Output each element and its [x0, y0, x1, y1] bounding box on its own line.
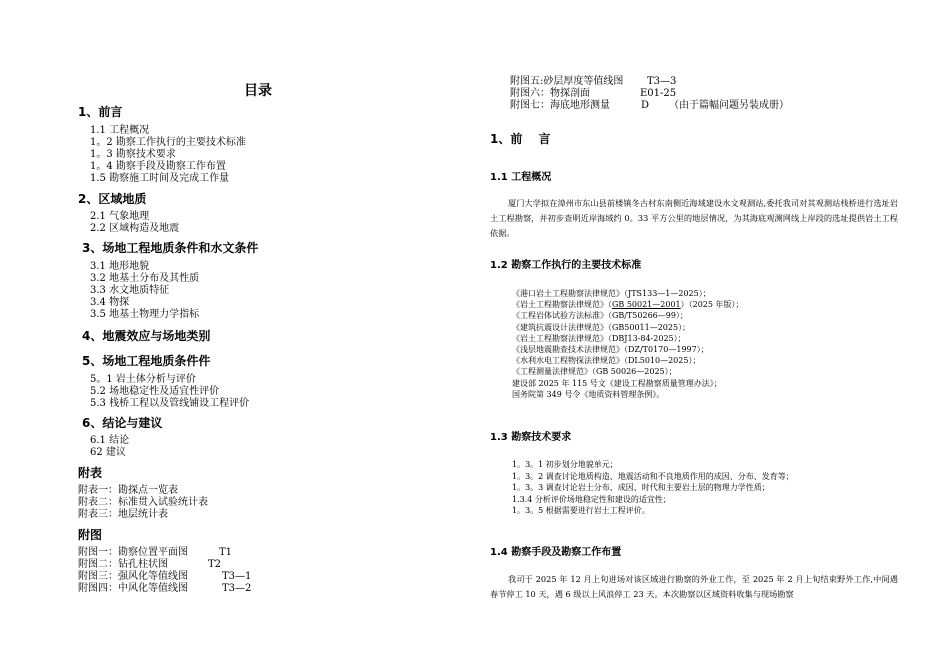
- standard-code: GB 50021—2001: [612, 300, 681, 309]
- standard-line: 《港口岩土工程勘察法律规范》（JTS133—1—2025）；: [512, 289, 711, 298]
- toc-item-1-3[interactable]: 1。3 勘察技术要求: [90, 149, 176, 160]
- standard-line: 《工程岩体试验方法标准》（GB/T50266—99）；: [512, 311, 688, 320]
- section-title: 1、前 言: [490, 132, 551, 146]
- heading-1-1: 1.1 工程概况: [490, 172, 552, 183]
- heading-1-3: 1.3 勘察技术要求: [490, 432, 572, 443]
- figure-code: T3—3: [647, 76, 677, 87]
- toc-appendix-tables-title[interactable]: 附表: [78, 466, 103, 480]
- standard-line: 《工程测量法律规范》（GB 50026—2025）；: [512, 367, 677, 376]
- figure-code: T2: [208, 559, 222, 570]
- toc-item-6-2[interactable]: 62 建议: [90, 447, 126, 458]
- requirement-line: 1。3。2 调查讨论地质构造、地震活动和不良地质作用的成因、分布、发育等；: [512, 472, 794, 481]
- figure-label: 附图三：强风化等值线图: [78, 571, 188, 582]
- toc-title: 目录: [244, 83, 272, 99]
- toc-item-1-4[interactable]: 1。4 勘察手段及勘察工作布置: [90, 161, 226, 172]
- toc-item-3-4[interactable]: 3.4 物探: [90, 297, 130, 308]
- toc-item-3-2[interactable]: 3.2 地基土分布及其性质: [90, 273, 200, 284]
- toc-item-2-2[interactable]: 2.2 区域构造及地震: [90, 223, 180, 234]
- toc-section-5[interactable]: 5、场地工程地质条件件: [82, 354, 211, 368]
- standard-line: 《建筑抗震设计法律规范》（GB50011—2025）；: [512, 323, 691, 332]
- standard-line: 《水利水电工程物探法律规范》（DL5010—2025）；: [512, 356, 701, 365]
- paragraph-1-4: 我司于 2025 年 12 月上旬进场对该区域进行勘察的外业工作，至 2025 年 2 月上旬结束野外工作,中间遇春节停工 10 天，遇 6 级以上风浪停工 23 天。本次勘察以区域资料收集与现场勘察: [490, 574, 898, 599]
- toc-item-3-1[interactable]: 3.1 地形地貌: [90, 261, 150, 272]
- figure-label: 附图七：海底地形测量: [510, 100, 610, 111]
- figure-label: 附图六：物探剖面: [510, 88, 590, 99]
- toc-item-3-5[interactable]: 3.5 地基土物理力学指标: [90, 309, 200, 320]
- toc-item-1-2[interactable]: 1。2 勘察工作执行的主要技术标准: [90, 137, 246, 148]
- toc-appendix-figure-4[interactable]: [78, 583, 252, 595]
- heading-1-4: 1.4 勘察手段及勘察工作布置: [490, 547, 622, 558]
- toc-appendix-table-1[interactable]: 附表一：勘探点一览表: [78, 485, 178, 496]
- standard-line-2: 《岩土工程勘察法律规范》（GB 50021—2001）（2025 年版）；: [512, 300, 744, 309]
- toc-item-1-1[interactable]: 1.1 工程概况: [90, 125, 150, 136]
- toc-section-1[interactable]: 1、前言: [78, 105, 123, 119]
- toc-section-4[interactable]: 4、地震效应与场地类别: [82, 329, 211, 343]
- heading-1-2: 1.2 勘察工作执行的主要技术标准: [490, 260, 642, 271]
- toc-item-5-1[interactable]: 5。1 岩土体分析与评价: [90, 374, 196, 385]
- appendix-figure-5[interactable]: [510, 76, 677, 88]
- toc-item-1-5[interactable]: 1.5 勘察施工时间及完成工作量: [90, 173, 230, 184]
- toc-section-6[interactable]: 6、结论与建议: [82, 416, 163, 430]
- toc-section-3[interactable]: 3、场地工程地质条件和水文条件: [82, 241, 259, 255]
- toc-item-5-2[interactable]: 5.2 场地稳定性及适宜性评价: [90, 386, 220, 397]
- toc-item-5-3[interactable]: 5.3 栈桥工程以及管线铺设工程评价: [90, 398, 250, 409]
- figure-label: 附图一：勘察位置平面图: [78, 547, 188, 558]
- toc-item-6-1[interactable]: 6.1 结论: [90, 435, 130, 446]
- toc-appendix-figures-title[interactable]: 附图: [78, 528, 103, 542]
- toc-appendix-figure-1[interactable]: [78, 547, 233, 559]
- figure-note: （由于篇幅问题另装成册）: [669, 100, 789, 111]
- requirement-line: 1。3。1 初步划分地貌单元；: [512, 460, 618, 469]
- toc-appendix-figure-3[interactable]: [78, 571, 252, 583]
- figure-code: D: [641, 100, 650, 111]
- figure-label: 附图五:砂层厚度等值线图: [510, 76, 624, 87]
- toc-item-2-1[interactable]: 2.1 气象地理: [90, 211, 150, 222]
- figure-code: T3—1: [222, 571, 252, 582]
- standard-line: 《浅层地震勘查技术法律规范》（DZ/T0170—1997）；: [512, 345, 709, 354]
- requirement-line: 1.3.4 分析评价场地稳定性和建设的适宜性；: [512, 495, 671, 504]
- toc-section-2[interactable]: 2、区域地质: [78, 192, 147, 206]
- requirement-line: 1。3。5 根据需要进行岩土工程评价。: [512, 506, 650, 515]
- toc-item-3-3[interactable]: 3.3 水文地质特征: [90, 285, 170, 296]
- figure-code: T3—2: [222, 583, 252, 594]
- appendix-figure-6[interactable]: [510, 88, 677, 100]
- appendix-figure-7[interactable]: [510, 100, 789, 112]
- figure-label: 附图二：钻孔柱状图: [78, 559, 168, 570]
- figure-code: T1: [219, 547, 233, 558]
- toc-appendix-table-3[interactable]: 附表三：地层统计表: [78, 509, 168, 520]
- figure-label: 附图四：中风化等值线图: [78, 583, 188, 594]
- standard-line: 《岩土工程勘察法律规范》（DBJ13-84-2025）；: [512, 334, 686, 343]
- standard-line: 国务院第 349 号令《地质资料管理条例》。: [512, 390, 665, 399]
- figure-code: E01-25: [640, 88, 677, 99]
- toc-appendix-figure-2[interactable]: [78, 559, 222, 571]
- paragraph-1-1: 厦门大学拟在漳州市东山县前楼镇冬古村东南侧近海域建设水文观测站,委托我司对其观测站栈桥进行选址岩土工程勘察，并初步查明近岸海域约 0。33 平方公里的地层情况，为其海底观测网线上岸段的选址提供岩土工程依据。: [490, 198, 898, 238]
- toc-appendix-table-2[interactable]: 附表二：标准贯入试验统计表: [78, 497, 208, 508]
- requirement-line: 1。3。3 调查讨论岩土分布、成因、时代和主要岩土层的物理力学性质；: [512, 483, 770, 492]
- standard-line: 建设部 2025 年 115 号文《建设工程勘察质量管理办法》；: [512, 379, 722, 388]
